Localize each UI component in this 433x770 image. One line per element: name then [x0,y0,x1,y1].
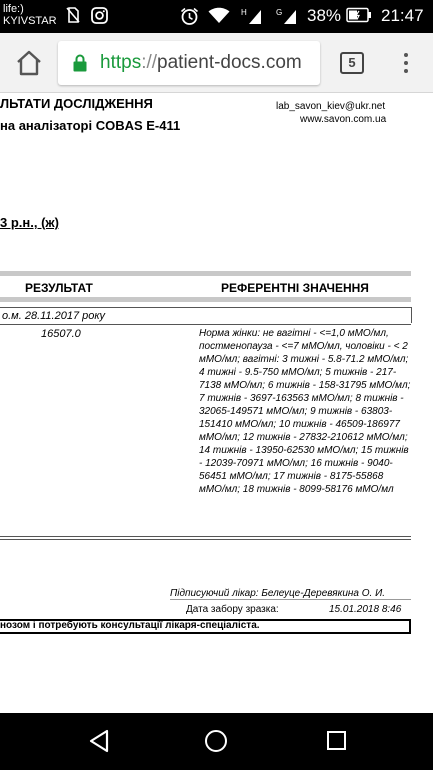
document-title: ЛЬТАТИ ДОСЛІДЖЕННЯ [0,96,153,111]
result-value: 16507.0 [41,328,81,340]
column-header-result: РЕЗУЛЬТАТ [25,281,93,295]
note-text: нозом і потребують консультації лікаря-спеціаліста. [0,620,260,631]
patient-info: 3 р.н., (ж) [0,215,59,230]
url-text[interactable] [100,52,302,74]
document-page [0,93,433,713]
tab-switcher-button[interactable]: 5 [340,52,364,74]
table-edge [411,307,412,323]
alarm-icon [180,7,199,30]
url-host: patient-docs.com [157,52,302,73]
table-header-bar [0,297,411,302]
instagram-icon [91,7,108,28]
table-bottom-line [0,536,411,537]
reference-values: Норма жінки: не вагітні - <=1,0 мМО/мл, постменопауза - <=7 мМО/мл, чоловіки - < 2 мМО/мл; вагітні: 3 тижні - 5.8-71.2 мМО/мл; 4 тижні - 9.5-750 мМО/мл; 5 тижнів - 217-7138 мМО/мл; 6 тижнів - 158-31795 мМО/мл; 7 тижнів - 3697-163563 мМО/мл; 8 тижнів - 32065-149571 мМО/мл; 9 тижнів - 63803-151410 мМО/мл; 10 тижнів - 46509-186977 мМО/мл; 12 тижнів - 27832-210612 мМО/мл; 14 тижнів - 13950-62530 мМО/мл; 15 тижнів - 12039-70971 мМО/мл; 16 тижнів - 9040-56451 мМО/мл; 17 тижнів - 8175-55868 мМО/мл; 18 тижнів - 8099-58176 мМО/мл [199,328,411,495]
carrier-line-1: life:) [3,3,24,15]
home-nav-icon[interactable] [205,730,227,752]
table-divider [0,324,411,325]
table-divider [0,307,411,308]
clock: 21:47 [381,6,424,25]
carrier-line-2: KYIVSTAR [3,15,57,27]
carrier-label [3,3,57,27]
document-subtitle: на аналізаторі COBAS E-411 [0,118,181,133]
column-header-reference: РЕФЕРЕНТНІ ЗНАЧЕННЯ [221,281,369,295]
home-icon [13,47,45,79]
sample-date-label: Дата забору зразка: [186,604,279,615]
signal-g-icon [276,7,298,29]
url-separator: :// [141,52,158,73]
lock-icon [72,54,88,72]
signal-g-label: G [276,8,283,17]
wifi-icon [208,7,230,28]
lab-website: www.savon.com.ua [300,114,387,125]
url-bar[interactable] [58,41,320,85]
battery-icon [346,7,372,27]
sample-date-value: 15.01.2018 8:46 [329,604,402,615]
battery-percent: 38% [307,6,342,25]
navigation-bar [0,713,433,770]
test-date: о.м. 28.11.2017 року [2,310,106,322]
no-sim-icon [66,7,80,27]
signal-h-label: H [241,8,247,17]
home-button[interactable] [13,47,45,79]
recent-apps-icon[interactable] [327,731,346,750]
signature-line [170,599,411,600]
table-bottom-line [0,539,411,540]
status-bar [0,0,433,33]
lab-email: lab_savon_kiev@ukr.net [276,101,386,112]
browser-toolbar [0,33,433,93]
signing-doctor: Підписуючий лікар: Белеуце-Деревякина О. И. [170,588,386,599]
back-icon[interactable] [88,729,110,753]
signal-h-icon [241,7,263,29]
url-scheme: https [100,52,142,73]
table-top-bar [0,271,411,276]
overflow-menu-button[interactable] [398,51,414,77]
